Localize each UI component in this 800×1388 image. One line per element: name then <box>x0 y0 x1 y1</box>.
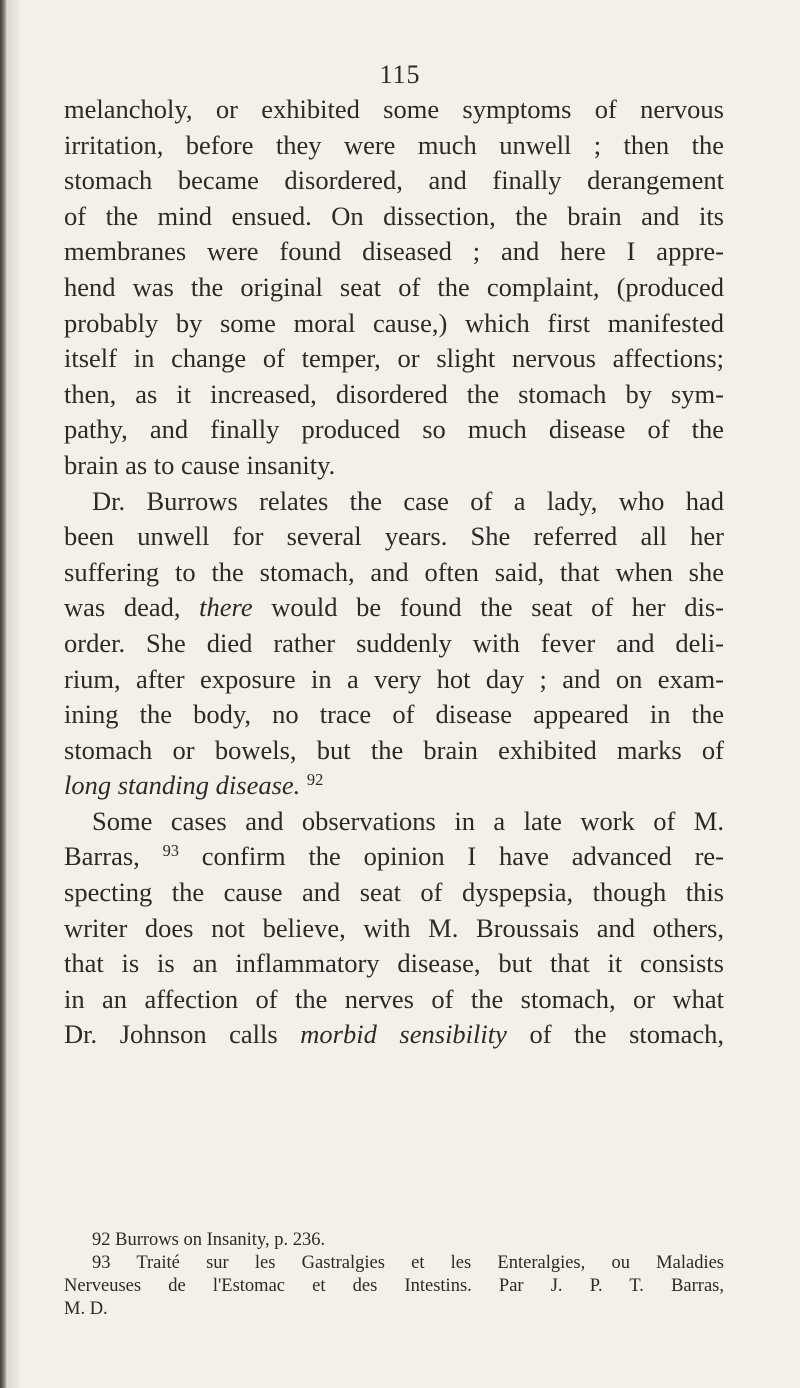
footnote: 92 Burrows on Insanity, p. 236. <box>92 1230 326 1250</box>
footnote: 93 Traité sur les Gastralgies et les Enteralgies, ou Maladies <box>92 1253 724 1273</box>
italic-phrase: morbid sensibility <box>300 1019 507 1050</box>
text-line: that is is an inflammatory disease, but that it consists <box>64 948 724 979</box>
text-segment: Barras, <box>64 841 163 872</box>
text-line: specting the cause and seat of dyspepsia, though this <box>64 877 724 908</box>
page-number: 115 <box>379 60 421 89</box>
footnotes <box>64 1229 724 1321</box>
text-line: stomach became disordered, and finally derangement <box>64 165 724 196</box>
footnote-ref: 92 <box>306 770 324 790</box>
book-spine-edge <box>0 0 8 1388</box>
text-line: writer does not believe, with M. Broussais and others, <box>64 912 724 943</box>
italic-phrase: long standing disease. <box>64 770 301 801</box>
text-line: probably by some moral cause,) which first manifested <box>64 307 724 338</box>
footnote-continuation: Nerveuses de l'Estomac et des Intestins. Par J. P. T. Barras, <box>64 1276 724 1296</box>
text-line: been unwell for several years. She referred all her <box>64 521 724 552</box>
text-line: ining the body, no trace of disease appeared in the <box>64 699 724 730</box>
text-line <box>64 1017 724 1053</box>
text-line: order. She died rather suddenly with fever and deli- <box>64 627 724 658</box>
text-line: pathy, and finally produced so much disease of the <box>64 414 724 445</box>
text-segment: confirm the opinion I have advanced re- <box>179 841 724 872</box>
gutter-shadow <box>8 0 22 1388</box>
footnote-ref: 93 <box>162 841 179 861</box>
text-segment: of the stomach, <box>506 1019 725 1050</box>
text-line: membranes were found diseased ; and here I appre- <box>64 236 724 267</box>
text-line: of the mind ensued. On dissection, the brain and its <box>64 200 724 231</box>
text-line: irritation, before they were much unwell ; then the <box>64 129 724 160</box>
text-line: melancholy, or exhibited some symptoms of nervous <box>64 94 724 124</box>
text-line <box>64 839 724 875</box>
text-line <box>64 768 724 804</box>
text-segment: was dead, <box>64 592 200 623</box>
text-line: itself in change of temper, or slight nervous affections; <box>64 343 724 374</box>
text-line: stomach or bowels, but the brain exhibited marks of <box>64 734 724 765</box>
text-line <box>64 590 724 626</box>
footnote-continuation: M. D. <box>64 1299 108 1319</box>
text-line: Dr. Burrows relates the case of a lady, who had <box>92 485 724 516</box>
italic-word: there <box>199 592 253 623</box>
text-line: then, as it increased, disordered the stomach by sym- <box>64 378 724 409</box>
text-segment: would be found the seat of her dis- <box>252 592 724 623</box>
text-line: rium, after exposure in a very hot day ; and on exam- <box>64 663 724 694</box>
text-line: in an affection of the nerves of the stomach, or what <box>64 983 724 1014</box>
text-line: brain as to cause insanity. <box>64 449 336 480</box>
text-line: Some cases and observations in a late work of M. <box>92 805 724 836</box>
body-text <box>64 92 724 1053</box>
text-segment: Dr. Johnson calls <box>64 1019 301 1050</box>
text-line: suffering to the stomach, and often said, that when she <box>64 556 724 587</box>
text-line: hend was the original seat of the complaint, (produced <box>64 271 724 302</box>
